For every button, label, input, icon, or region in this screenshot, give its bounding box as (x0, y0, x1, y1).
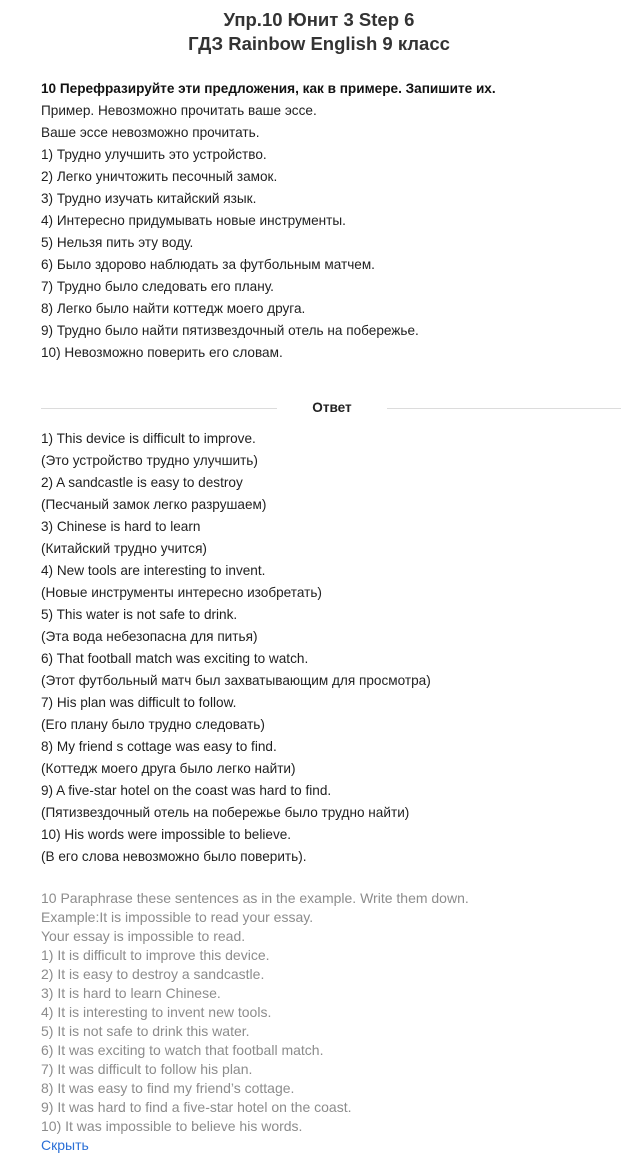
divider-line-left (41, 408, 277, 409)
task-line: 1) Трудно улучшить это устройство. (41, 147, 267, 162)
english-original-block (41, 889, 621, 1136)
answer-translation: (Китайский трудно учится) (41, 541, 207, 556)
answer-translation: (Этот футбольный матч был захватывающим для просмотра) (41, 673, 431, 688)
answer-line: 9) A five-star hotel on the coast was hard to find. (41, 783, 332, 798)
task-line: Ваше эссе невозможно прочитать. (41, 125, 260, 140)
answer-line: 1) This device is difficult to improve. (41, 431, 256, 446)
divider-line-right (387, 408, 621, 409)
task-line: Пример. Невозможно прочитать ваше эссе. (41, 103, 317, 118)
english-line: 4) It is interesting to invent new tools. (41, 1004, 272, 1020)
task-line: 9) Трудно было найти пятизвездочный отель на побережье. (41, 323, 419, 338)
answer-line: 6) That football match was exciting to watch. (41, 651, 309, 666)
english-line: 8) It was easy to find my friend’s cottage. (41, 1080, 295, 1096)
english-line: 6) It was exciting to watch that football match. (41, 1042, 324, 1058)
answer-translation: (Эта вода небезопасна для питья) (41, 629, 258, 644)
page-title (0, 8, 638, 56)
page-title-line-2: ГДЗ Rainbow English 9 класс (188, 33, 450, 54)
answer-line: 3) Chinese is hard to learn (41, 519, 201, 534)
answer-label: Ответ (312, 400, 352, 415)
answer-line: 5) This water is not safe to drink. (41, 607, 238, 622)
task-line: 8) Легко было найти коттедж моего друга. (41, 301, 306, 316)
answer-line: 7) His plan was difficult to follow. (41, 695, 237, 710)
english-line: 2) It is easy to destroy a sandcastle. (41, 966, 265, 982)
english-line: 9) It was hard to find a five-star hotel on the coast. (41, 1099, 352, 1115)
answer-divider (41, 398, 621, 418)
answer-translation: (Пятизвездочный отель на побережье было трудно найти) (41, 805, 410, 820)
task-line: 5) Нельзя пить эту воду. (41, 235, 194, 250)
task-line: 3) Трудно изучать китайский язык. (41, 191, 257, 206)
english-line: 5) It is not safe to drink this water. (41, 1023, 250, 1039)
task-line: 10) Невозможно поверить его словам. (41, 345, 283, 360)
answer-line: 2) A sandcastle is easy to destroy (41, 475, 243, 490)
english-line: Example:It is impossible to read your essay. (41, 909, 314, 925)
english-line: 1) It is difficult to improve this device. (41, 947, 270, 963)
english-line: 3) It is hard to learn Chinese. (41, 985, 221, 1001)
page-title-line-1: Упр.10 Юнит 3 Step 6 (223, 9, 415, 30)
english-line: 7) It was difficult to follow his plan. (41, 1061, 253, 1077)
answer-line: 4) New tools are interesting to invent. (41, 563, 266, 578)
english-line: 10) It was impossible to believe his words. (41, 1118, 303, 1134)
task-line: 6) Было здорово наблюдать за футбольным матчем. (41, 257, 375, 272)
answer-line: 8) My friend s cottage was easy to find. (41, 739, 277, 754)
answer-translation: (Коттедж моего друга было легко найти) (41, 761, 296, 776)
answer-translation: (В его слова невозможно было поверить). (41, 849, 307, 864)
answer-block (41, 428, 621, 868)
task-line: 2) Легко уничтожить песочный замок. (41, 169, 278, 184)
hide-link[interactable]: Скрыть (41, 1137, 89, 1153)
task-line: 7) Трудно было следовать его плану. (41, 279, 274, 294)
answer-translation: (Песчаный замок легко разрушаем) (41, 497, 267, 512)
answer-translation: (Это устройство трудно улучшить) (41, 453, 258, 468)
answer-translation: (Его плану было трудно следовать) (41, 717, 265, 732)
task-line: 4) Интересно придумывать новые инструменты. (41, 213, 346, 228)
answer-translation: (Новые инструменты интересно изобретать) (41, 585, 322, 600)
task-heading: 10 Перефразируйте эти предложения, как в примере. Запишите их. (41, 81, 496, 96)
task-block (41, 78, 621, 364)
english-line: Your essay is impossible to read. (41, 928, 246, 944)
english-line: 10 Paraphrase these sentences as in the example. Write them down. (41, 890, 469, 906)
answer-line: 10) His words were impossible to believe. (41, 827, 292, 842)
